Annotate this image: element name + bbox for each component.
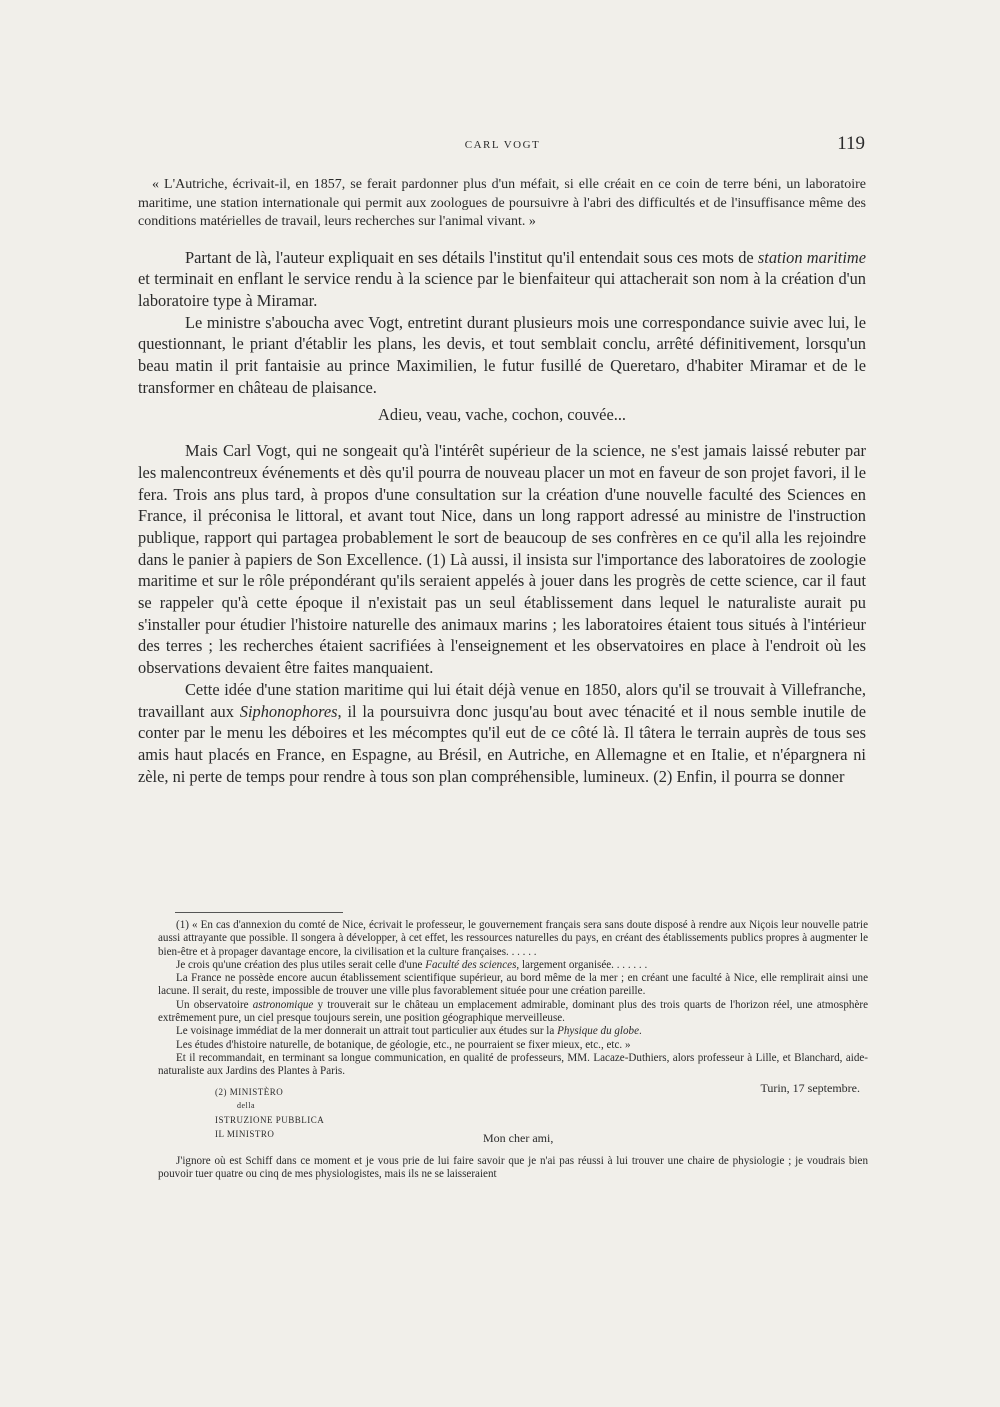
footnote-2-text-b: , largement organisée. . . . . . . xyxy=(516,958,648,971)
footnote-2-emphasis: Faculté des sciences xyxy=(425,958,517,971)
footnote-7: Et il recommandait, en terminant sa longue communication, en qualité de professeurs, MM. Lacaze-Duthiers, alors professeur à Lille, et Blanchard, aide-naturaliste aux Jardins des Plantes à Paris. xyxy=(158,1051,868,1078)
paragraph-1-text-a: Partant de là, l'auteur expliquait en ses détails l'institut qu'il entendait sous ces mots de xyxy=(185,247,758,267)
footnote-6: Les études d'histoire naturelle, de botanique, de géologie, etc., ne pourraient se fixer mieux, etc., etc. » xyxy=(176,1038,631,1051)
footnote-4-emphasis: astronomique xyxy=(252,998,314,1011)
footnote-2-text-a: Je crois qu'une création des plus utiles serait celle d'une xyxy=(176,958,426,971)
paragraph-4-emphasis: Siphonophores xyxy=(239,701,338,721)
footnote-rule xyxy=(175,912,343,913)
ministry-line-3: ISTRUZIONE PUBBLICA xyxy=(215,1114,325,1125)
footnote-3: La France ne possède encore aucun établissement scientifique supérieur, au bord même de la mer ; en créant une faculté à Nice, elle remplirait ainsi une lacune. Il serait, du reste, impossible de trouver une ville plus favorablement située pour une création pareille. xyxy=(158,972,868,998)
paragraph-4-text-a: Cette idée d'une station maritime qui lui était déjà venue en 1850, alors qu'il se trouvait à Villefranche, travaillant aux xyxy=(138,679,866,721)
page-number: 119 xyxy=(837,133,865,154)
letter-text: J'ignore où est Schiff dans ce moment et je vous prie de lui faire savoir que je n'ai pas réussi à lui trouver une chaire de physiologie ; je voudrais bien pouvoir tuer quatre ou cinq de mes physiologistes, mais ils ne se laisseraient xyxy=(158,1154,868,1180)
footnote-1: (1) « En cas d'annexion du comté de Nice, écrivait le professeur, le gouvernement français sera sans doute disposé à rendre aux Niçois leur nouvelle patrie aussi attrayante que possible. Il songera à développer, à cet effet, les ressources naturelles du pays, en créant des établissements publics propres à augmenter le bien-être et à propager davantage encore, la civilisation et la culture françaises. . . . . . xyxy=(158,919,868,958)
ministry-line-2: della xyxy=(237,1100,256,1110)
main-text xyxy=(138,176,866,787)
footnote-4-text-a: Un observatoire xyxy=(176,998,253,1011)
page-header xyxy=(140,133,865,157)
opening-quote: « L'Autriche, écrivait-il, en 1857, se ferait pardonner plus d'un méfait, si elle créait en ce coin de terre béni, un laboratoire maritime, une station internationale qui permit aux zoologues de poursuivre à l'abri des difficultés et de l'insuffisance même des conditions matérielles de travail, leurs recherches sur l'animal vivant. » xyxy=(138,177,866,229)
paragraph-2: Le ministre s'aboucha avec Vogt, entretint durant plusieurs mois une correspondance suivie avec lui, le questionnant, le priant d'établir les plans, les devis, et tout semblait conclu, arrêté définitivement, lorsqu'un beau matin il prit fantaisie au prince Maximilien, le futur fusillé de Queretaro, d'habiter Miramar et de le transformer en château de plaisance. xyxy=(138,312,866,397)
letter-heading xyxy=(158,1081,868,1155)
ministry-letterhead xyxy=(215,1085,324,1142)
paragraph-1-emphasis: station maritime xyxy=(757,247,866,267)
footnote-5 xyxy=(158,1025,868,1038)
paragraph-4 xyxy=(138,679,866,788)
paragraph-3: Mais Carl Vogt, qui ne songeait qu'à l'intérêt supérieur de la science, ne s'est jamais laissé rebuter par les malencontreux événements et dès qu'il pourra de nouveau placer un mot en faveur de son projet favori, il le fera. Trois ans plus tard, à propos d'une consultation sur la création d'une nouvelle faculté des Sciences en France, il préconisa le littoral, et avant tout Nice, dans un long rapport adressé au ministre de l'instruction publique, rapport qui partagea probablement le sort de beaucoup de ses confrères en ce qu'il alla les rejoindre dans le panier à papiers de Son Excellence. (1) Là aussi, il insista sur l'importance des laboratoires de zoologie maritime et sur le rôle prépondérant qu'ils seraient appelés à jouer dans les progrès de cette science, car il faut se rappeler qu'à cette époque il n'existait pas un seul établissement dans lequel le naturaliste aurait pu s'installer pour étudier l'histoire naturelle des animaux marins ; les laboratoires étaient tous situés à l'intérieur des terres ; les recherches étaient sacrifiées à l'enseignement et les observatoires en place à l'endroit où les observations devaient être faites manquaient. xyxy=(138,441,866,678)
footnote-4-text-b: y trouverait sur le château un emplacement admirable, dominant plus des trois quarts de l'horizon réel, une atmosphère extrêmement pure, un ciel presque toujours serein, une position géographique merveilleuse. xyxy=(158,998,868,1025)
centered-line: Adieu, veau, vache, cochon, couvée... xyxy=(377,405,627,425)
paragraph-1-text-b: et terminait en enflant le service rendu à la science par le bienfaiteur qui attacherait son nom à la création d'un laboratoire type à Miramar. xyxy=(138,269,866,310)
letter-salutation: Mon cher ami, xyxy=(483,1130,554,1145)
footnote-5-emphasis: Physique du globe xyxy=(557,1025,640,1038)
paragraph-4-text-b: , il la poursuivra donc jusqu'au bout avec ténacité et il nous semble inutile de conter par le menu les déboires et les mécomptes qu'il eut de ce côté là. Il tâtera le terrain auprès de tous ses amis haut placés en France, en Espagne, au Brésil, en Autriche, en Allemagne et en Italie, et n'épargnera ni zèle, ni perte de temps pour rendre à tous son plan compréhensible, lumineux. (2) Enfin, il pourra se donner xyxy=(138,701,866,786)
running-head: CARL VOGT xyxy=(464,139,541,151)
letter-dateline: Turin, 17 septembre. xyxy=(760,1080,860,1095)
footnote-4 xyxy=(158,999,868,1026)
ministry-line-4: IL MINISTRO xyxy=(215,1129,275,1140)
footnote-2 xyxy=(158,959,868,972)
ministry-line-1: (2) MINISTÈRO xyxy=(215,1086,284,1097)
paragraph-1 xyxy=(138,247,866,312)
footnote-5-text-a: Le voisinage immédiat de la mer donnerait un attrait tout particulier aux études sur la xyxy=(176,1025,558,1038)
footnote-5-text-b: . xyxy=(639,1025,642,1038)
footnotes xyxy=(158,919,868,1181)
